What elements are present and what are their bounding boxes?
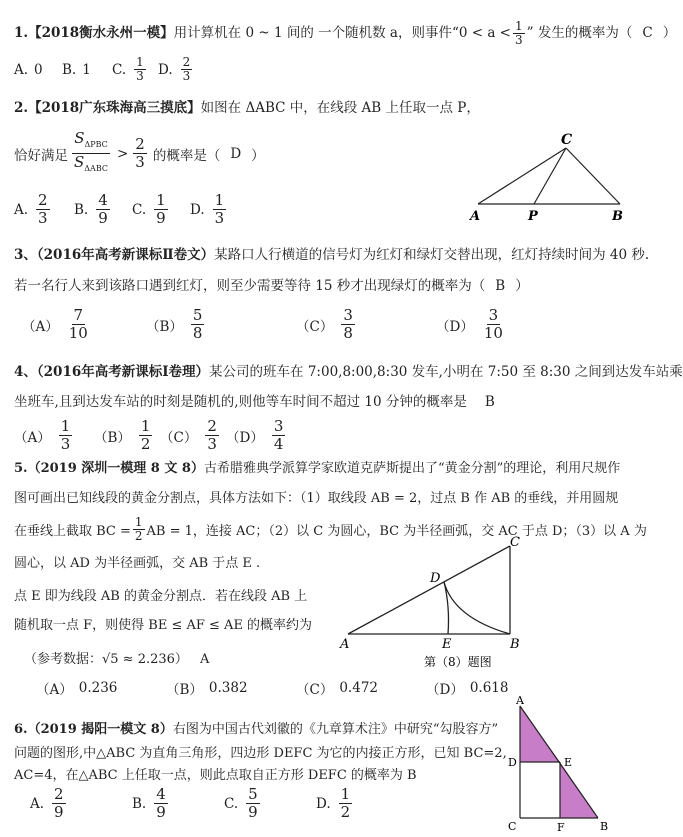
q3-close: ）	[515, 278, 529, 294]
q6-text-2: 问题的图形,中△ABC 为直角三角形，四边形 DEFC 为它的内接正方形，已知 BC=2,	[14, 746, 507, 761]
q5-option-c: （C） 0.472	[296, 680, 378, 698]
q2-option-d: D. $\frac{1}{3}$	[190, 191, 225, 227]
q2-label-p: P	[528, 209, 538, 224]
q6-label-c: C	[508, 820, 517, 833]
q2-text-a: 如图在 ΔABC 中，在线段 AB 上任取一点 P，	[200, 100, 480, 116]
q3-line-2	[14, 274, 529, 294]
q6-line-1	[14, 718, 498, 737]
q5-option-a: （A） 0.236	[36, 680, 118, 698]
q1-option-a: A. 0	[14, 62, 43, 78]
q1-option-d: D. $\frac{2}{3}$	[158, 55, 191, 83]
q1-number: 1.	[14, 25, 29, 41]
q6-label-f: F	[557, 821, 565, 834]
q2-area-ratio: $\frac{S_{\Delta PBC}}{S_{\Delta ABC}}$	[74, 129, 108, 173]
q6-text-1: 右图为中国古代刘徽的《九章算术注》中研究“勾股容方”	[172, 722, 499, 737]
q2-label-a: A	[470, 209, 481, 224]
q2-condition	[14, 130, 265, 177]
q3-text-1: 某路口人行横道的信号灯为红灯和绿灯交替出现，红灯持续时间为 40 秒.	[214, 247, 650, 263]
q3-answer: B	[495, 278, 506, 294]
q1-close: ）	[662, 25, 677, 41]
q1-answer: C	[642, 25, 653, 41]
q3-option-c: （C） $\frac{3}{8}$	[296, 306, 353, 342]
q2-side-cb	[566, 148, 620, 204]
q5-text-4: 圆心，以 AD 为半径画弧，交 AB 于点 E .	[14, 556, 261, 571]
q6-line-3	[14, 764, 417, 783]
q6-option-a: A. $\frac{2}{9}$	[30, 785, 64, 821]
q5-line-6	[14, 614, 312, 633]
q2-side-ac	[478, 148, 566, 204]
q5-arc-db	[444, 582, 510, 634]
q2-answer: D	[230, 145, 242, 162]
q1-option-c: C. $\frac{1}{3}$	[112, 55, 144, 83]
q5-line-5	[14, 585, 307, 604]
q1-text-a: 用计算机在 0 ~ 1 间的 一个随机数 a，则事件“0 < a <	[173, 25, 511, 41]
q6-inscribed-square-figure	[502, 696, 622, 834]
q2-option-a: A. $\frac{2}{3}$	[14, 191, 48, 227]
q2-segment-cp	[534, 148, 566, 204]
q3-option-d: （D） $\frac{3}{10}$	[436, 306, 503, 342]
q5-line-2	[14, 487, 618, 506]
q6-line-2	[14, 742, 507, 761]
q2-label-b: B	[612, 209, 623, 224]
q5-label-b: B	[510, 637, 520, 652]
q6-option-c: C. $\frac{5}{9}$	[224, 785, 258, 821]
q5-label-c: C	[510, 535, 520, 550]
q6-number: 6.	[14, 722, 28, 737]
q5-line-3	[14, 516, 647, 543]
q2-lead: 恰好满足	[14, 147, 68, 164]
q6-label-d: D	[508, 756, 517, 769]
q5-label-d: D	[430, 571, 441, 586]
q5-line-7	[24, 648, 209, 667]
q5-golden-section-figure	[336, 534, 526, 674]
q1-option-b: B. 1	[62, 62, 91, 78]
q5-text-3a: 在垂线上截取 BC =	[14, 524, 131, 539]
q1-fraction: $\frac{1}{3}$	[515, 19, 523, 47]
q2-option-b: B. $\frac{4}{9}$	[74, 191, 108, 227]
q4-source: （2016年高考新课标Ⅰ卷理）	[36, 364, 210, 380]
q6-label-b: B	[600, 820, 609, 833]
q5-source: （2019 深圳一模理 8 文 8）	[27, 461, 204, 476]
q5-line-4	[14, 552, 260, 571]
q4-option-a: （A） $\frac{1}{3}$	[14, 417, 71, 453]
q3-line-1	[14, 243, 649, 263]
q5-figure-caption: 第（8）题图	[424, 655, 492, 669]
q6-option-d: D. $\frac{1}{2}$	[316, 785, 351, 821]
q4-answer: B	[484, 394, 495, 410]
q4-text-2: 坐班车,且到达发车站的时刻是随机的,则他等车时间不超过 10 分钟的概率是	[14, 394, 467, 410]
q6-label-e: E	[564, 756, 573, 769]
q2-stem	[14, 96, 480, 116]
q2-text-b: 的概率是（	[152, 147, 221, 164]
q2-fraction: $\frac{2}{3}$	[135, 135, 145, 171]
q5-option-d: （D） 0.618	[426, 680, 509, 698]
q5-number: 5.	[14, 461, 28, 476]
q2-triangle-figure	[462, 128, 632, 228]
q2-label-c: C	[561, 132, 573, 148]
q3-option-a: （A） $\frac{7}{10}$	[22, 306, 88, 342]
q5-segment-ac	[348, 546, 510, 634]
q5-label-e: E	[442, 637, 452, 652]
q2-close: ）	[251, 147, 265, 164]
q4-text-1: 某公司的班车在 7:00,8:00,8:30 发车,小明在 7:50 至 8:30 之间到达发车站乘	[209, 364, 683, 380]
q4-line-2	[14, 390, 495, 410]
q3-source: （2016年高考新课标Ⅱ卷文）	[36, 247, 215, 263]
q3-option-b: （B） $\frac{5}{8}$	[146, 306, 203, 342]
q2-option-c: C. $\frac{1}{9}$	[132, 191, 166, 227]
q6-source: （2019 揭阳一模文 8）	[27, 722, 173, 737]
q5-text-6: 随机取一点 F，则使得 BE ≤ AF ≤ AE 的概率约为	[14, 618, 313, 633]
q4-option-d: （D） $\frac{3}{4}$	[226, 417, 284, 453]
q2-gt: >	[116, 145, 129, 162]
q3-text-2: 若一名行人来到该路口遇到红灯，则至少需要等待 15 秒才出现绿灯的概率为（	[14, 278, 486, 294]
q5-text-1: 古希腊雅典学派算学家欧道克萨斯提出了“黄金分割”的理论，利用尺规作	[203, 461, 621, 476]
q5-text-2: 图可画出已知线段的黄金分割点，具体方法如下：（1）取线段 AB = 2，过点 B 作 AB 的垂线，并用圆规	[14, 491, 619, 506]
q4-line-1	[14, 360, 683, 380]
q5-label-a: A	[340, 637, 350, 652]
q6-option-b: B. $\frac{4}{9}$	[132, 785, 166, 821]
q4-option-c: （C） $\frac{2}{3}$	[160, 417, 217, 453]
q4-number: 4、	[14, 364, 37, 380]
q5-text-5: 点 E 即为线段 AB 的黄金分割点．若在线段 AB 上	[14, 589, 308, 604]
q6-text-3: AC=4，在△ABC 上任取一点，则此点取自正方形 DEFC 的概率为 B	[14, 768, 417, 783]
q1-text-b: ” 发生的概率为（	[526, 25, 633, 41]
q4-option-b: （B） $\frac{1}{2}$	[94, 417, 151, 453]
q5-fraction: $\frac{1}{2}$	[134, 515, 143, 543]
q5-answer: A	[199, 652, 210, 667]
q5-reference-data: （参考数据：√5 ≈ 2.236）	[24, 652, 188, 667]
q5-option-b: （B） 0.382	[166, 680, 248, 698]
q5-arc-de	[444, 582, 449, 634]
q1-source: 【2018衡水永州一模】	[28, 25, 174, 41]
q2-number: 2.	[14, 100, 29, 116]
q3-number: 3、	[14, 247, 37, 263]
q5-text-3b: AB = 1，连接 AC；（2）以 C 为圆心，BC 为半径画弧，交 AC 于点 D；（3）以 A 为	[146, 524, 647, 539]
q2-source: 【2018广东珠海高三摸底】	[28, 100, 201, 116]
q5-line-1	[14, 457, 620, 476]
q1-stem	[14, 20, 676, 47]
q6-label-a: A	[516, 694, 524, 707]
